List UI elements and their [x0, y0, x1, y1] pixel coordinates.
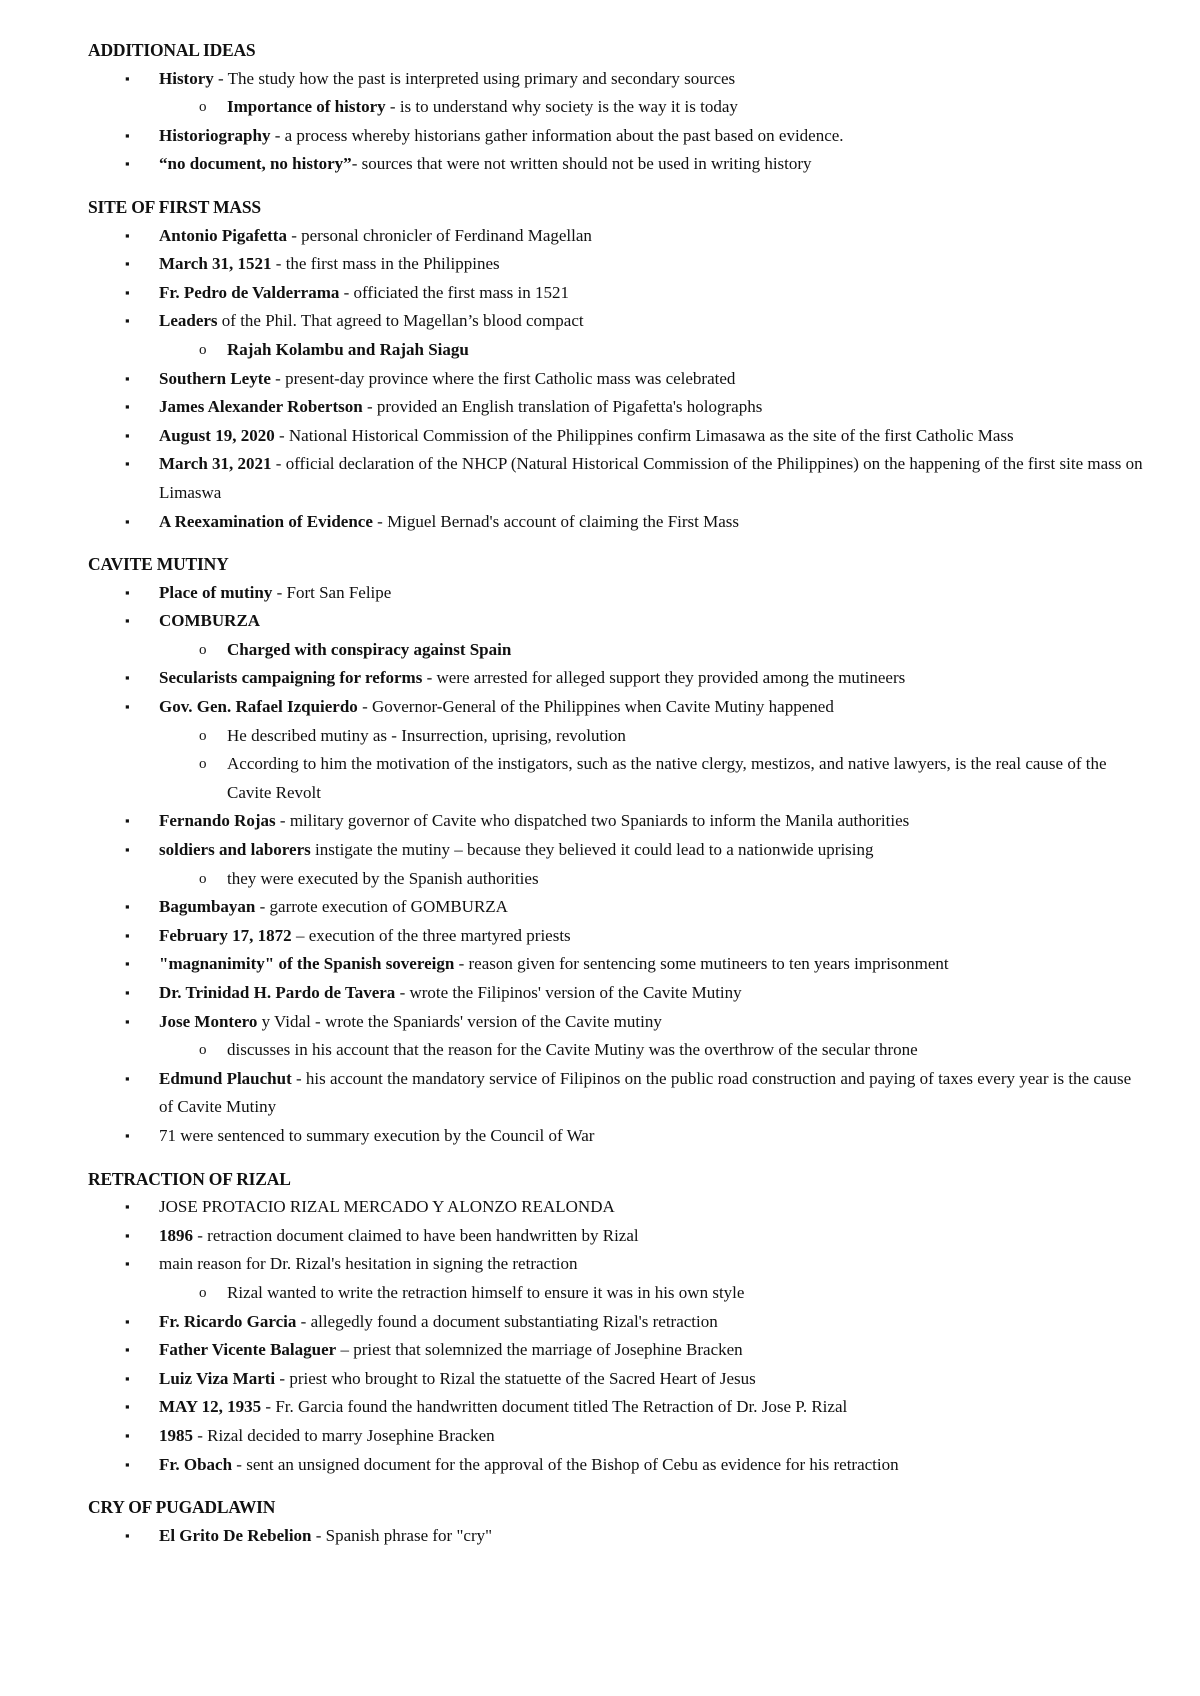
bullet-icon: ▪ — [125, 1342, 130, 1358]
item-term: Edmund Plauchut — [159, 1068, 292, 1088]
sub-bullet-list — [159, 1036, 1148, 1065]
item-term: Luiz Viza Marti — [159, 1368, 276, 1388]
sub-bullet-list — [159, 1279, 1148, 1308]
item-description: - sent an unsigned document for the approval of the Bishop of Cebu as evidence for his retraction — [232, 1454, 899, 1474]
item-term: Southern Leyte — [159, 368, 271, 388]
item-description: – priest that solemnized the marriage of Josephine Bracken — [336, 1340, 743, 1360]
list-item — [125, 1365, 1148, 1394]
bullet-list — [88, 222, 1148, 537]
sub-bullet-list — [159, 865, 1148, 894]
bullet-icon: ▪ — [125, 1013, 130, 1029]
bullet-icon: ▪ — [125, 1227, 130, 1243]
bullet-icon: ▪ — [125, 613, 130, 629]
bullet-icon: ▪ — [125, 1199, 130, 1215]
item-term: Leaders — [159, 311, 218, 331]
item-description: y Vidal - wrote the Spaniards' version of the Cavite mutiny — [257, 1011, 662, 1031]
bullet-icon: o — [199, 870, 207, 887]
item-term: 1985 — [159, 1425, 193, 1445]
item-description: Rizal wanted to write the retraction himself to ensure it was in his own style — [227, 1282, 745, 1302]
item-description: - Fort San Felipe — [272, 582, 392, 602]
item-description: - officiated the first mass in 1521 — [339, 282, 569, 302]
list-item — [125, 150, 1148, 179]
bullet-icon: ▪ — [125, 127, 130, 143]
item-term: Father Vicente Balaguer — [159, 1340, 337, 1360]
item-term: Fr. Ricardo Garcia — [159, 1311, 297, 1331]
list-item — [125, 65, 1148, 122]
bullet-icon: ▪ — [125, 256, 130, 272]
item-description: - priest who brought to Rizal the statuette of the Sacred Heart of Jesus — [275, 1368, 756, 1388]
list-item — [125, 1122, 1148, 1151]
item-term: Place of mutiny — [159, 582, 273, 602]
bullet-icon: ▪ — [125, 156, 130, 172]
bullet-icon: ▪ — [125, 1256, 130, 1272]
item-description: - sources that were not written should not be used in writing history — [351, 154, 812, 174]
item-term: Fr. Pedro de Valderrama — [159, 282, 340, 302]
item-term: Bagumbayan — [159, 897, 256, 917]
bullet-icon: ▪ — [125, 1313, 130, 1329]
item-term: Jose Montero — [159, 1011, 258, 1031]
item-description: - allegedly found a document substantiating Rizal's retraction — [296, 1311, 718, 1331]
list-item — [125, 508, 1148, 537]
item-term: Fernando Rojas — [159, 811, 276, 831]
item-description: - Miguel Bernad's account of claiming the First Mass — [372, 511, 740, 531]
list-item — [125, 807, 1148, 836]
bullet-icon: ▪ — [125, 699, 130, 715]
document-page — [88, 36, 1148, 1564]
section-heading: ADDITIONAL IDEAS — [88, 40, 256, 60]
list-item — [125, 836, 1148, 893]
item-description: discusses in his account that the reason for the Cavite Mutiny was the overthrow of the secular throne — [227, 1040, 918, 1060]
bullet-icon: ▪ — [125, 927, 130, 943]
item-description: instigate the mutiny – because they believed it could lead to a nationwide uprising — [310, 840, 874, 860]
list-item — [125, 579, 1148, 608]
item-term: February 17, 1872 — [159, 925, 292, 945]
bullet-icon: ▪ — [125, 227, 130, 243]
section — [88, 193, 1148, 536]
list-item — [125, 1193, 1148, 1222]
list-item — [125, 122, 1148, 151]
bullet-icon: ▪ — [125, 1399, 130, 1415]
list-item — [125, 893, 1148, 922]
sub-list-item — [199, 93, 1148, 122]
list-item — [125, 979, 1148, 1008]
item-description: - Rizal decided to marry Josephine Bracken — [193, 1425, 495, 1445]
item-description: - National Historical Commission of the Philippines confirm Limasawa as the site of the first Catholic Mass — [274, 425, 1014, 445]
list-item — [125, 1065, 1148, 1122]
item-term: Importance of history — [227, 97, 386, 117]
bullet-icon: o — [199, 756, 207, 773]
item-description: - his account the mandatory service of Filipinos on the public road construction and paying of taxes every year is the cause of Cavite Mutiny — [159, 1068, 1132, 1117]
list-item — [125, 607, 1148, 664]
item-term: March 31, 1521 — [159, 254, 272, 274]
item-description: - reason given for sentencing some mutineers to ten years imprisonment — [454, 954, 949, 974]
bullet-icon: ▪ — [125, 1127, 130, 1143]
list-item — [125, 1222, 1148, 1251]
item-description: - garrote execution of GOMBURZA — [255, 897, 508, 917]
bullet-icon: o — [199, 1284, 207, 1301]
list-item — [125, 393, 1148, 422]
bullet-icon: ▪ — [125, 427, 130, 443]
list-item — [125, 1393, 1148, 1422]
list-item — [125, 1308, 1148, 1337]
bullet-list — [88, 579, 1148, 1151]
item-term: March 31, 2021 — [159, 454, 272, 474]
bullet-icon: o — [199, 99, 207, 116]
bullet-icon: o — [199, 1042, 207, 1059]
item-term: History — [159, 68, 214, 88]
bullet-icon: ▪ — [125, 1427, 130, 1443]
bullet-icon: o — [199, 727, 207, 744]
item-term: COMBURZA — [159, 611, 261, 631]
list-item — [125, 250, 1148, 279]
item-description: main reason for Dr. Rizal's hesitation in signing the retraction — [159, 1254, 578, 1274]
item-description: of the Phil. That agreed to Magellan’s blood compact — [217, 311, 584, 331]
item-description: - personal chronicler of Ferdinand Magellan — [286, 225, 592, 245]
section-heading: RETRACTION OF RIZAL — [88, 1168, 291, 1189]
item-term: MAY 12, 1935 — [159, 1397, 262, 1417]
list-item — [125, 1250, 1148, 1307]
item-description: - official declaration of the NHCP (Natural Historical Commission of the Philippines) on the happening of the first site mass on Limaswa — [159, 454, 1143, 502]
section — [88, 1493, 1148, 1550]
item-term: Charged with conspiracy against Spain — [227, 639, 512, 659]
list-item — [125, 664, 1148, 693]
bullet-icon: ▪ — [125, 985, 130, 1000]
list-item — [125, 307, 1148, 364]
item-description: - Fr. Garcia found the handwritten document titled The Retraction of Dr. Jose P. Rizal — [261, 1397, 848, 1417]
sub-list-item — [199, 750, 1148, 807]
bullet-icon: ▪ — [125, 842, 130, 858]
sub-bullet-list — [159, 93, 1148, 122]
item-term: Gov. Gen. Rafael Izquierdo — [159, 697, 358, 717]
sub-bullet-list — [159, 336, 1148, 365]
item-term: “no document, no history” — [159, 154, 352, 174]
item-term: soldiers and laborers — [159, 840, 311, 860]
sub-list-item — [199, 1036, 1148, 1065]
item-description: - Spanish phrase for "cry" — [311, 1525, 493, 1545]
list-item — [125, 1422, 1148, 1451]
item-term: 1896 — [159, 1225, 193, 1245]
section — [88, 36, 1148, 179]
item-term: Antonio Pigafetta — [159, 225, 287, 245]
item-description: 71 were sentenced to summary execution by the Council of War — [159, 1125, 595, 1145]
item-description: - is to understand why society is the way it is today — [385, 97, 738, 117]
list-item — [125, 1522, 1148, 1551]
bullet-list — [88, 1522, 1148, 1551]
bullet-icon: ▪ — [125, 899, 130, 915]
item-description: - present-day province where the first Catholic mass was celebrated — [270, 368, 736, 388]
item-description: - wrote the Filipinos' version of the Cavite Mutiny — [395, 983, 742, 1002]
item-term: "magnanimity" of the Spanish sovereign — [159, 954, 455, 974]
item-description: - were arrested for alleged support they provided among the mutineers — [422, 668, 906, 688]
sub-list-item — [199, 722, 1148, 751]
bullet-icon: ▪ — [125, 70, 130, 86]
list-item — [125, 279, 1148, 308]
list-item — [125, 950, 1148, 979]
bullet-icon: ▪ — [125, 670, 130, 686]
bullet-icon: ▪ — [125, 813, 130, 829]
item-term: Dr. Trinidad H. Pardo de Tavera — [159, 983, 396, 1002]
bullet-icon: ▪ — [125, 456, 130, 472]
item-description: JOSE PROTACIO RIZAL MERCADO Y ALONZO REALONDA — [159, 1197, 615, 1217]
item-description: According to him the motivation of the instigators, such as the native clergy, mestizos, and native lawyers, is the real cause of the Cavite Revolt — [227, 754, 1107, 802]
bullet-icon: ▪ — [125, 584, 130, 600]
item-description: - military governor of Cavite who dispatched two Spaniards to inform the Manila authorities — [275, 811, 910, 831]
section — [88, 550, 1148, 1150]
item-description: He described mutiny as - Insurrection, uprising, revolution — [227, 725, 626, 745]
bullet-icon: ▪ — [125, 1070, 130, 1086]
item-description: - a process whereby historians gather information about the past based on evidence. — [270, 125, 844, 145]
item-description: - retraction document claimed to have been handwritten by Rizal — [193, 1225, 639, 1245]
bullet-list — [88, 65, 1148, 179]
section-heading: SITE OF FIRST MASS — [88, 196, 261, 217]
bullet-icon: ▪ — [125, 513, 130, 529]
sub-bullet-list — [159, 636, 1148, 665]
bullet-icon: ▪ — [125, 313, 130, 329]
item-term: Secularists campaigning for reforms — [159, 668, 423, 688]
list-item — [125, 422, 1148, 451]
bullet-icon: o — [199, 641, 207, 658]
bullet-icon: ▪ — [125, 1527, 130, 1543]
list-item — [125, 222, 1148, 251]
bullet-icon: o — [199, 341, 207, 358]
sub-bullet-list — [159, 722, 1148, 808]
item-term: Rajah Kolambu and Rajah Siagu — [227, 339, 469, 359]
sub-list-item — [199, 1279, 1148, 1308]
sub-list-item — [199, 865, 1148, 894]
list-item — [125, 1451, 1148, 1480]
item-description: - provided an English translation of Pigafetta's holographs — [362, 397, 763, 417]
item-term: August 19, 2020 — [159, 425, 275, 445]
sub-list-item — [199, 636, 1148, 665]
bullet-list — [88, 1193, 1148, 1479]
bullet-icon: ▪ — [125, 399, 130, 415]
list-item — [125, 365, 1148, 394]
list-item — [125, 922, 1148, 951]
bullet-icon: ▪ — [125, 284, 130, 300]
item-term: El Grito De Rebelion — [159, 1525, 312, 1545]
bullet-icon: ▪ — [125, 370, 130, 386]
item-term: James Alexander Robertson — [159, 397, 363, 417]
item-description: - The study how the past is interpreted using primary and secondary sources — [213, 68, 736, 88]
sub-list-item — [199, 336, 1148, 365]
list-item — [125, 1008, 1148, 1065]
item-description: - Governor-General of the Philippines when Cavite Mutiny happened — [357, 697, 834, 717]
item-description: they were executed by the Spanish authorities — [227, 868, 539, 888]
list-item — [125, 450, 1148, 507]
bullet-icon: ▪ — [125, 956, 130, 972]
section-heading: CAVITE MUTINY — [88, 554, 229, 575]
bullet-icon: ▪ — [125, 1456, 130, 1472]
section-heading: CRY OF PUGADLAWIN — [88, 1497, 276, 1518]
item-term: A Reexamination of Evidence — [159, 511, 373, 531]
list-item — [125, 693, 1148, 807]
bullet-icon: ▪ — [125, 1370, 130, 1386]
section — [88, 1165, 1148, 1480]
item-term: Fr. Obach — [159, 1454, 233, 1474]
item-term: Historiography — [159, 125, 271, 145]
item-description: - the first mass in the Philippines — [271, 254, 500, 274]
item-description: – execution of the three martyred priests — [291, 925, 571, 945]
list-item — [125, 1336, 1148, 1365]
